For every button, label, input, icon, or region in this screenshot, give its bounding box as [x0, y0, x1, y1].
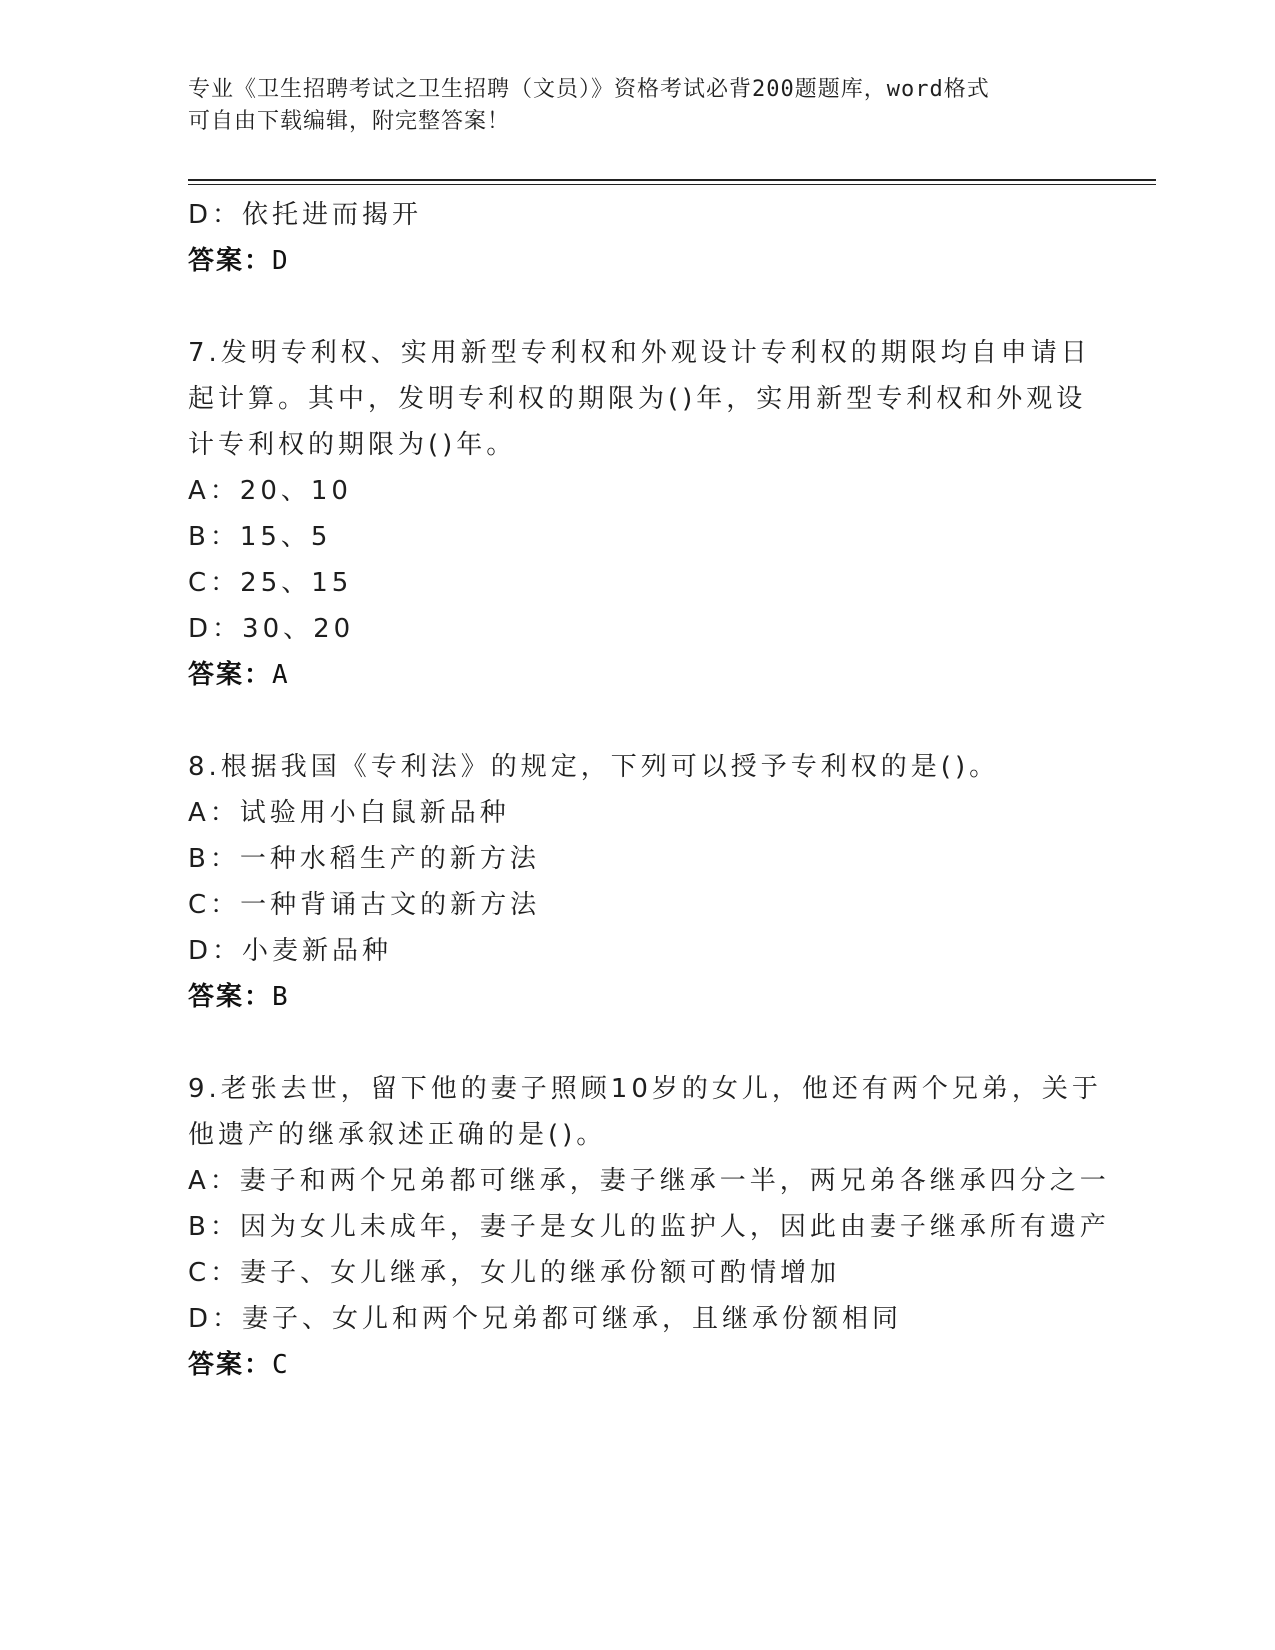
option-b: B：一种水稻生产的新方法 [188, 844, 540, 874]
header-divider-thin [188, 184, 1156, 185]
option-c: C：25、15 [188, 568, 353, 598]
question-7 [188, 330, 1091, 698]
answer-label: 答案： [188, 982, 273, 1012]
answer-value: A [272, 660, 290, 690]
option-d: D：妻子、女儿和两个兄弟都可继承，且继承份额相同 [188, 1304, 903, 1334]
question-text-line: 7.发明专利权、实用新型专利权和外观设计专利权的期限均自申请日 [188, 338, 1091, 368]
option-d: D：小麦新品种 [188, 936, 393, 966]
question-text-line: 9.老张去世，留下他的妻子照顾10岁的女儿，他还有两个兄弟，关于 [188, 1074, 1102, 1104]
question-8 [188, 744, 1088, 1020]
spacer [188, 1020, 1088, 1066]
option-b: B：因为女儿未成年，妻子是女儿的监护人，因此由妻子继承所有遗产 [188, 1212, 1110, 1242]
answer-value: C [272, 1350, 290, 1380]
spacer [188, 698, 1088, 744]
previous-option-d: D：依托进而揭开 [188, 200, 423, 230]
answer-label: 答案： [188, 660, 273, 690]
document-header [188, 74, 1068, 138]
answer [188, 652, 1088, 698]
question-9 [188, 1066, 1110, 1388]
option-d: D：30、20 [188, 614, 355, 644]
answer-label: 答案： [188, 246, 273, 276]
answer [188, 1342, 1088, 1388]
answer-value: B [272, 982, 290, 1012]
option-b: B：15、5 [188, 522, 332, 552]
spacer [188, 284, 1088, 330]
option-c: C：一种背诵古文的新方法 [188, 890, 541, 920]
answer-value: D [272, 246, 290, 276]
option-c: C：妻子、女儿继承，女儿的继承份额可酌情增加 [188, 1258, 841, 1288]
question-text-line: 起计算。其中，发明专利权的期限为()年，实用新型专利权和外观设 [188, 384, 1087, 414]
previous-answer [188, 238, 1088, 284]
option-a: A：试验用小白鼠新品种 [188, 798, 510, 828]
header-divider-thick [188, 179, 1156, 181]
answer-label: 答案： [188, 1350, 273, 1380]
option-a: A：妻子和两个兄弟都可继承，妻子继承一半，两兄弟各继承四分之一 [188, 1166, 1110, 1196]
option-a: A：20、10 [188, 476, 352, 506]
question-text-line: 8.根据我国《专利法》的规定，下列可以授予专利权的是()。 [188, 752, 1000, 782]
header-line-2: 可自由下载编辑，附完整答案！ [188, 109, 511, 134]
question-content [188, 192, 1110, 1388]
question-text-line: 计专利权的期限为()年。 [188, 430, 517, 460]
header-line-1: 专业《卫生招聘考试之卫生招聘（文员）》资格考试必背200题题库，word格式 [188, 77, 990, 102]
answer [188, 974, 1088, 1020]
question-text-line: 他遗产的继承叙述正确的是()。 [188, 1120, 607, 1150]
